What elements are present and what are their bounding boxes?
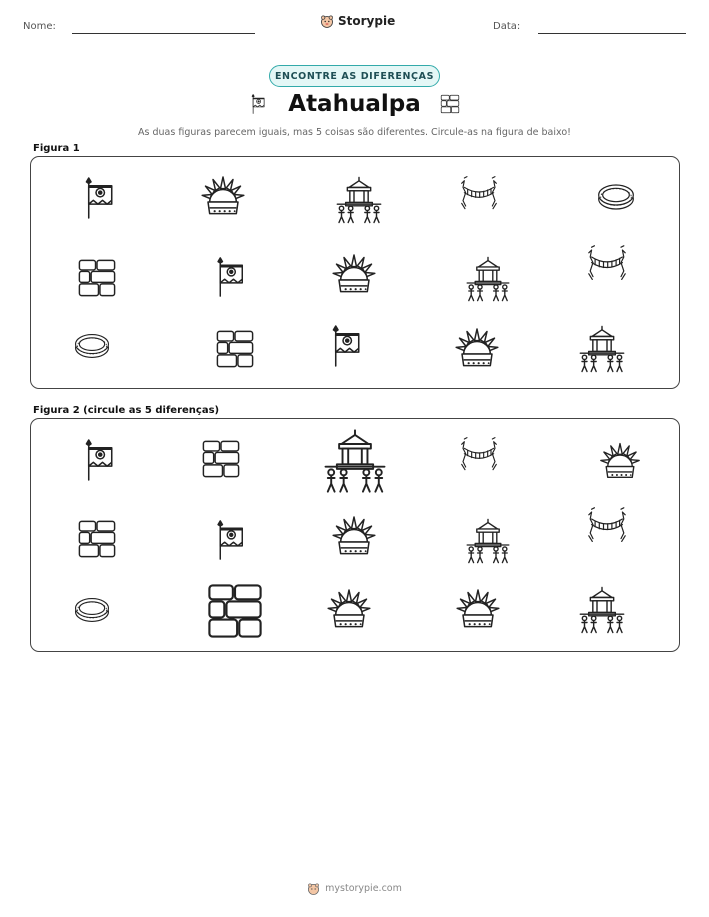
fig1-sun-crown-icon [329, 249, 379, 301]
figure2-label: Figura 2 (circule as 5 diferenças) [33, 405, 220, 416]
fig2-palanquin-icon [463, 517, 513, 565]
fig2-sun-crown-icon [453, 584, 503, 636]
name-label: Nome: [23, 21, 56, 32]
date-line [538, 33, 686, 34]
fig1-palanquin-icon [332, 175, 386, 225]
fig2-flag-icon [78, 434, 124, 486]
fig1-sun-crown-icon [198, 171, 248, 223]
name-line [72, 33, 255, 34]
fig1-flag-icon [78, 172, 124, 224]
activity-badge: ENCONTRE AS DIFERENÇAS [269, 65, 440, 87]
brand-logo [320, 14, 395, 28]
figure2-panel [30, 418, 680, 652]
fig1-flag-icon [210, 251, 254, 303]
page-title: Atahualpa [288, 91, 421, 117]
fig1-flag-icon [325, 320, 371, 372]
fig1-stone-wall-icon [213, 327, 257, 371]
footer [0, 882, 709, 895]
fig1-gold-bracelet-icon [589, 177, 643, 217]
title-row [0, 91, 709, 117]
fig2-stone-wall-icon [199, 436, 243, 482]
fig1-rope-bridge-icon [579, 243, 635, 285]
brand-name: Storypie [338, 14, 396, 28]
date-label: Data: [493, 21, 521, 32]
fig1-sun-crown-icon [452, 323, 502, 375]
figure1-label: Figura 1 [33, 143, 80, 154]
storypie-mascot-icon [307, 882, 320, 895]
fig2-sun-crown-icon [329, 511, 379, 563]
fig2-sun-crown-icon [324, 584, 374, 636]
flag-icon [248, 91, 270, 117]
fig1-palanquin-icon [576, 324, 628, 374]
fig2-rope-bridge-icon [451, 435, 507, 475]
fig1-gold-bracelet-icon [67, 327, 117, 365]
fig2-sun-crown-icon [597, 437, 643, 487]
stone-wall-icon [439, 91, 461, 117]
fig2-palanquin-icon [576, 585, 628, 635]
figure1-panel [30, 156, 680, 389]
fig1-stone-wall-icon [75, 256, 119, 300]
fig2-stone-wall-icon [203, 579, 267, 643]
storypie-mascot-icon [320, 14, 334, 28]
footer-link[interactable]: mystorypie.com [325, 883, 402, 894]
fig2-stone-wall-icon [75, 517, 119, 561]
fig2-palanquin-icon [321, 427, 389, 495]
fig2-flag-icon [210, 514, 254, 566]
fig1-palanquin-icon [463, 255, 513, 303]
fig1-rope-bridge-icon [451, 174, 507, 214]
fig2-rope-bridge-icon [579, 505, 635, 547]
fig2-gold-bracelet-icon [67, 591, 117, 629]
instructions: As duas figuras parecem iguais, mas 5 coisas são diferentes. Circule-as na figura de baixo! [138, 127, 571, 138]
